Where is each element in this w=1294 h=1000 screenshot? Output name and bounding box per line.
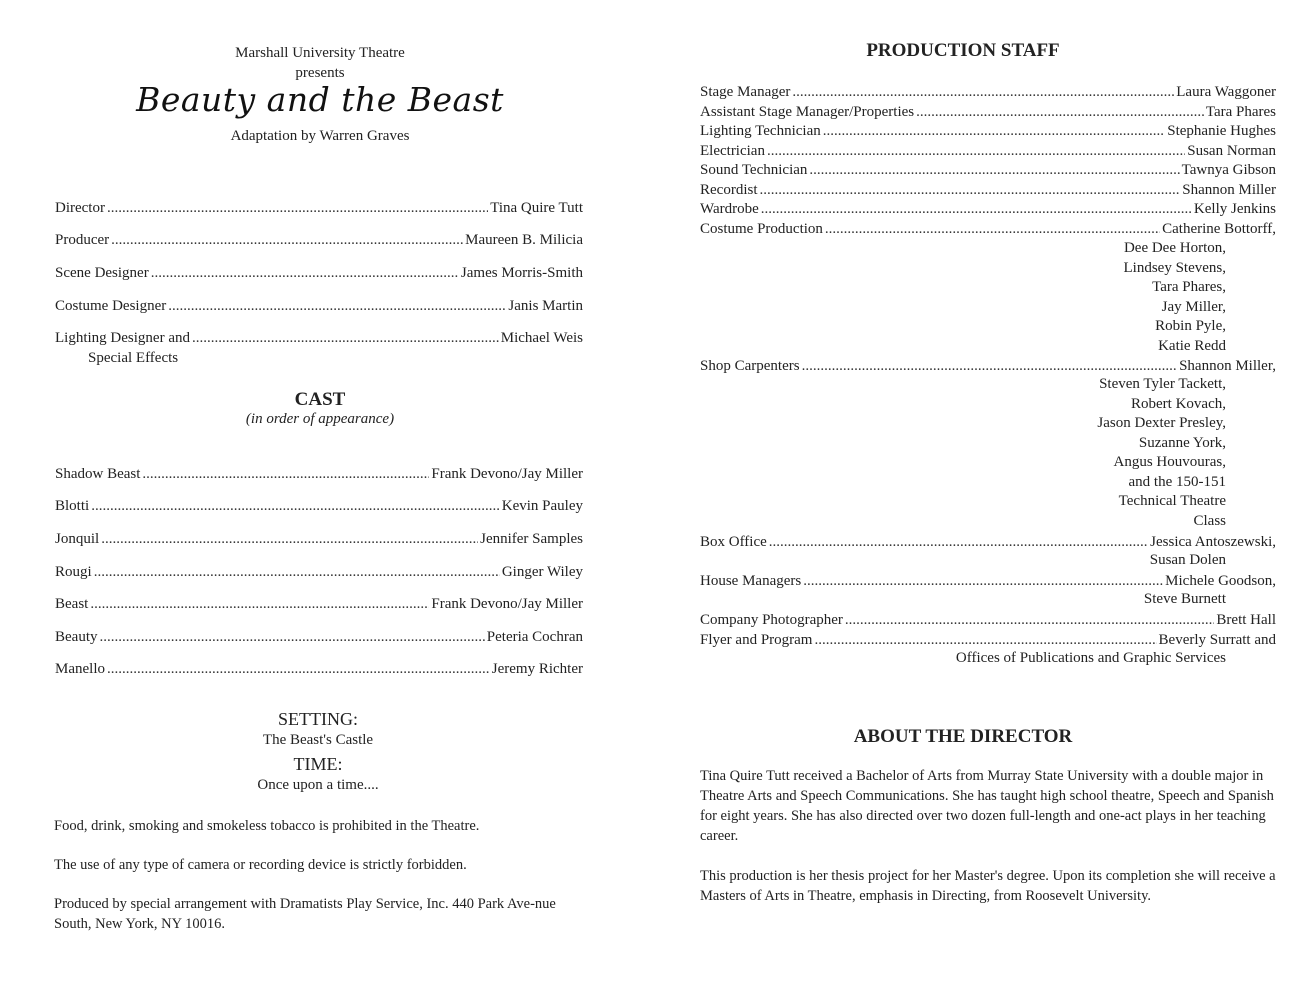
- staff-name-continued: Technical Theatre: [1118, 493, 1226, 509]
- cast-row: [55, 496, 583, 516]
- dot-leader: [101, 529, 478, 549]
- right-page: [650, 0, 1294, 1000]
- staff-role: Shop Carpenters: [700, 358, 800, 374]
- staff-name: Kelly Jenkins: [1193, 201, 1276, 217]
- credit-role: Lighting Designer and: [55, 330, 190, 346]
- staff-role: Lighting Technician: [700, 123, 821, 139]
- staff-role: Assistant Stage Manager/Properties: [700, 104, 915, 120]
- cast-row: [55, 659, 583, 679]
- staff-role: Sound Technician: [700, 162, 808, 178]
- cast-role: Beast: [55, 596, 89, 612]
- dot-leader: [916, 102, 1204, 122]
- dot-leader: [761, 199, 1192, 219]
- staff-name-continued: Robin Pyle,: [1155, 318, 1226, 334]
- dot-leader: [94, 562, 500, 582]
- dot-leader: [168, 296, 506, 316]
- staff-row: [700, 141, 1276, 161]
- staff-role: Wardrobe: [700, 201, 759, 217]
- flyer-names: [956, 649, 1226, 669]
- dot-leader: [802, 356, 1178, 376]
- box-office-names: [1150, 551, 1226, 571]
- credit-row: [55, 198, 583, 218]
- staff-name: Michele Goodson,: [1165, 573, 1276, 589]
- dot-leader: [100, 627, 485, 647]
- production-staff-heading: PRODUCTION STAFF: [866, 40, 1060, 61]
- staff-name-continued: Class: [1193, 512, 1226, 529]
- costume-production-names: [1124, 239, 1227, 356]
- staff-name-continued: Suzanne York,: [1138, 434, 1226, 451]
- adaptation-credit: Adaptation by Warren Graves: [230, 128, 410, 144]
- staff-name: Beverly Surratt and: [1158, 632, 1276, 648]
- staff-row: [700, 121, 1276, 141]
- staff-name-continued: Steve Burnett: [1143, 591, 1226, 607]
- staff-row: [700, 102, 1276, 122]
- cast-subheading: (in order of appearance): [245, 411, 395, 427]
- cast-name: Ginger Wiley: [501, 564, 583, 580]
- credit-row: [55, 230, 583, 250]
- notice-food: Food, drink, smoking and smokeless tobacco is prohibited in the Theatre.: [54, 818, 480, 834]
- cast-heading: CAST: [294, 389, 346, 410]
- cast-row: [55, 562, 583, 582]
- staff-row: [700, 160, 1276, 180]
- cast-row: [55, 627, 583, 647]
- staff-name: Tawnya Gibson: [1181, 162, 1276, 178]
- setting-value: The Beast's Castle: [262, 732, 374, 748]
- credit-name: Janis Martin: [508, 298, 583, 314]
- staff-name-continued: Katie Redd: [1158, 337, 1226, 354]
- staff-role: Box Office: [700, 534, 767, 550]
- dot-leader: [767, 141, 1185, 161]
- staff-row-photographer: [700, 610, 1276, 630]
- dot-leader: [90, 594, 429, 614]
- cast-name: Frank Devono/Jay Miller: [431, 596, 583, 612]
- dot-leader: [107, 659, 490, 679]
- staff-row-costume-production: [700, 219, 1276, 239]
- dot-leader: [803, 571, 1163, 591]
- credit-role-continued: Special Effects: [88, 350, 179, 366]
- credit-name: Maureen B. Milicia: [465, 232, 583, 248]
- staff-row: [700, 82, 1276, 102]
- dot-leader: [107, 198, 488, 218]
- staff-row-house-managers: [700, 571, 1276, 591]
- staff-row-box-office: [700, 532, 1276, 552]
- dot-leader: [142, 464, 429, 484]
- dot-leader: [91, 496, 500, 516]
- cast-role: Manello: [55, 661, 105, 677]
- setting-label: SETTING:: [278, 709, 358, 729]
- staff-name-continued: and the 150-151: [1128, 473, 1226, 490]
- staff-role: Flyer and Program: [700, 632, 813, 648]
- staff-name-continued: Angus Houvouras,: [1113, 454, 1226, 470]
- staff-role: Stage Manager: [700, 84, 791, 100]
- cast-name: Peteria Cochran: [486, 629, 583, 645]
- cast-row: [55, 464, 583, 484]
- house-managers-names: [1144, 590, 1226, 610]
- dot-leader: [823, 121, 1166, 141]
- staff-row-shop-carpenters: [700, 356, 1276, 376]
- staff-name: Shannon Miller,: [1179, 358, 1276, 374]
- dot-leader: [151, 263, 459, 283]
- credit-role: Director: [55, 200, 105, 216]
- dot-leader: [814, 630, 1156, 650]
- left-page: [0, 0, 640, 1000]
- about-director-heading: ABOUT THE DIRECTOR: [853, 726, 1073, 747]
- dot-leader: [192, 328, 499, 348]
- staff-name: Catherine Bottorff,: [1162, 221, 1276, 237]
- staff-name: Jessica Antoszewski,: [1150, 534, 1276, 550]
- staff-name: Susan Norman: [1187, 143, 1276, 159]
- cast-row: [55, 594, 583, 614]
- credit-row: [55, 296, 583, 316]
- staff-name-continued: Jay Miller,: [1161, 298, 1226, 315]
- cast-role: Beauty: [55, 629, 98, 645]
- staff-name-continued: Offices of Publications and Graphic Services: [955, 650, 1226, 666]
- staff-name-continued: Jason Dexter Presley,: [1097, 415, 1226, 431]
- time-label: TIME:: [293, 754, 343, 774]
- staff-name-continued: Robert Kovach,: [1131, 395, 1226, 412]
- dot-leader: [845, 610, 1215, 630]
- director-thesis-paragraph: This production is her thesis project for her Master's degree. Upon its completion she will receive a Masters of Arts in Theatre, emphasis in Directing, from Roosevelt University.: [700, 868, 1276, 904]
- cast-row: [55, 529, 583, 549]
- staff-name: Stephanie Hughes: [1167, 123, 1276, 139]
- dot-leader: [111, 230, 463, 250]
- credit-name: James Morris-Smith: [460, 265, 583, 281]
- staff-role: Recordist: [700, 182, 758, 198]
- notice-camera: The use of any type of camera or recording device is strictly forbidden.: [54, 857, 467, 873]
- staff-name: Brett Hall: [1216, 612, 1276, 628]
- play-title: Beauty and the Beast: [136, 80, 504, 119]
- time-value: Once upon a time....: [257, 777, 379, 793]
- staff-name: Tara Phares: [1205, 104, 1276, 120]
- credit-row: [55, 328, 583, 348]
- cast-role: Rougi: [55, 564, 92, 580]
- cast-name: Jennifer Samples: [480, 531, 583, 547]
- director-bio-paragraph: Tina Quire Tutt received a Bachelor of Arts from Murray State University with a double major in Theatre Arts and Speech Communications. She has taught high school theatre, Speech and Spanish for eight years. She has also directed over two dozen full-length and one-act plays in her teaching career.: [700, 768, 1274, 844]
- staff-role: House Managers: [700, 573, 802, 589]
- staff-name-continued: Lindsey Stevens,: [1123, 259, 1226, 276]
- dot-leader: [792, 82, 1174, 102]
- credit-name: Tina Quire Tutt: [490, 200, 583, 216]
- credit-role: Scene Designer: [55, 265, 149, 281]
- staff-row: [700, 199, 1276, 219]
- cast-role: Jonquil: [55, 531, 100, 547]
- staff-row-flyer: [700, 630, 1276, 650]
- cast-name: Frank Devono/Jay Miller: [431, 466, 583, 482]
- staff-name-continued: Tara Phares,: [1152, 279, 1226, 295]
- dot-leader: [760, 180, 1181, 200]
- staff-name: Shannon Miller: [1182, 182, 1276, 198]
- presents-text: presents: [295, 65, 345, 81]
- cast-role: Blotti: [55, 498, 90, 514]
- dot-leader: [825, 219, 1160, 239]
- staff-name-continued: Steven Tyler Tackett,: [1099, 376, 1226, 392]
- credit-name: Michael Weis: [500, 330, 583, 346]
- staff-name: Laura Waggoner: [1176, 84, 1276, 100]
- staff-role: Costume Production: [700, 221, 823, 237]
- credit-role: Producer: [55, 232, 110, 248]
- staff-role: Electrician: [700, 143, 765, 159]
- cast-role: Shadow Beast: [55, 466, 141, 482]
- cast-name: Jeremy Richter: [491, 661, 583, 677]
- credit-row: [55, 263, 583, 283]
- staff-row: [700, 180, 1276, 200]
- staff-name-continued: Dee Dee Horton,: [1123, 240, 1226, 256]
- dot-leader: [809, 160, 1179, 180]
- credit-role: Costume Designer: [55, 298, 167, 314]
- shop-carpenters-names: [1097, 375, 1226, 531]
- staff-role: Company Photographer: [700, 612, 843, 628]
- org-name: Marshall University Theatre: [235, 45, 405, 61]
- dot-leader: [769, 532, 1148, 552]
- cast-name: Kevin Pauley: [501, 498, 583, 514]
- notice-rights: Produced by special arrangement with Dramatists Play Service, Inc. 440 Park Ave-nue South, New York, NY 10016.: [54, 896, 556, 932]
- staff-name-continued: Susan Dolen: [1149, 552, 1226, 568]
